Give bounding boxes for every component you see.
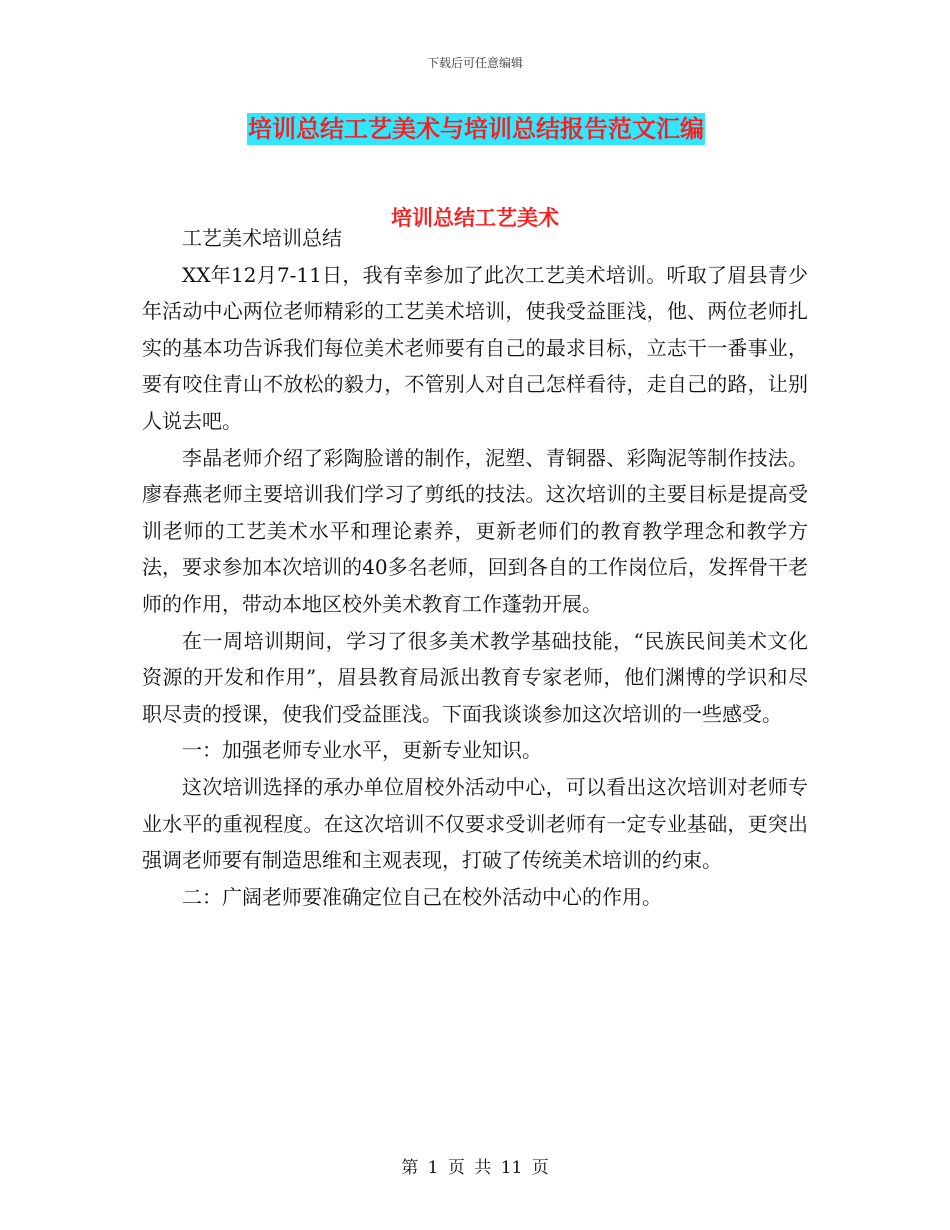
body-paragraph: 在一周培训期间，学习了很多美术教学基础技能，“民族民间美术文化资源的开发和作用”，眉县教育局派出教育专家老师，他们渊博的学识和尽职尽责的授课，使我们受益匪浅。下面我谈谈参加这次培训的一些感受。 <box>142 628 808 726</box>
body-paragraph: 一：加强老师专业水平，更新专业知识。 <box>182 738 542 763</box>
body-paragraph: 工艺美术培训总结 <box>182 226 342 250</box>
section-title: 培训总结工艺美术 <box>391 205 559 230</box>
document-main-title: 培训总结工艺美术与培训总结报告范文汇编 <box>248 114 704 143</box>
body-paragraph: 二：广阔老师要准确定位自己在校外活动中心的作用。 <box>182 884 662 909</box>
document-body <box>142 220 808 915</box>
body-paragraph: 李晶老师介绍了彩陶脸谱的制作，泥塑、青铜器、彩陶泥等制作技法。廖春燕老师主要培训我们学习了剪纸的技法。这次培训的主要目标是提高受训老师的工艺美术水平和理论素养，更新老师们的教育教学理念和教学方法，要求参加本次培训的40多名老师，回到各自的工作岗位后，发挥骨干老师的作用，带动本地区校外美术教育工作蓬勃开展。 <box>142 445 808 616</box>
body-paragraph: 这次培训选择的承办单位眉校外活动中心，可以看出这次培训对老师专业水平的重视程度。在这次培训不仅要求受训老师有一定专业基础，更突出强调老师要有制造思维和主观表现，打破了传统美术培训的约束。 <box>142 774 808 873</box>
header-note: 下载后可任意编辑 <box>426 56 523 70</box>
body-paragraph: XX年12月7-11日，我有幸参加了此次工艺美术培训。听取了眉县青少年活动中心两位老师精彩的工艺美术培训，使我受益匪浅，他、两位老师扎实的基本功告诉我们每位美术老师要有自己的最求目标，立志干一番事业，要有咬住青山不放松的毅力，不管别人对自己怎样看待，走自己的路，让别人说去吧。 <box>142 262 808 433</box>
page-footer: 第 1 页 共 11 页 <box>401 1158 549 1178</box>
